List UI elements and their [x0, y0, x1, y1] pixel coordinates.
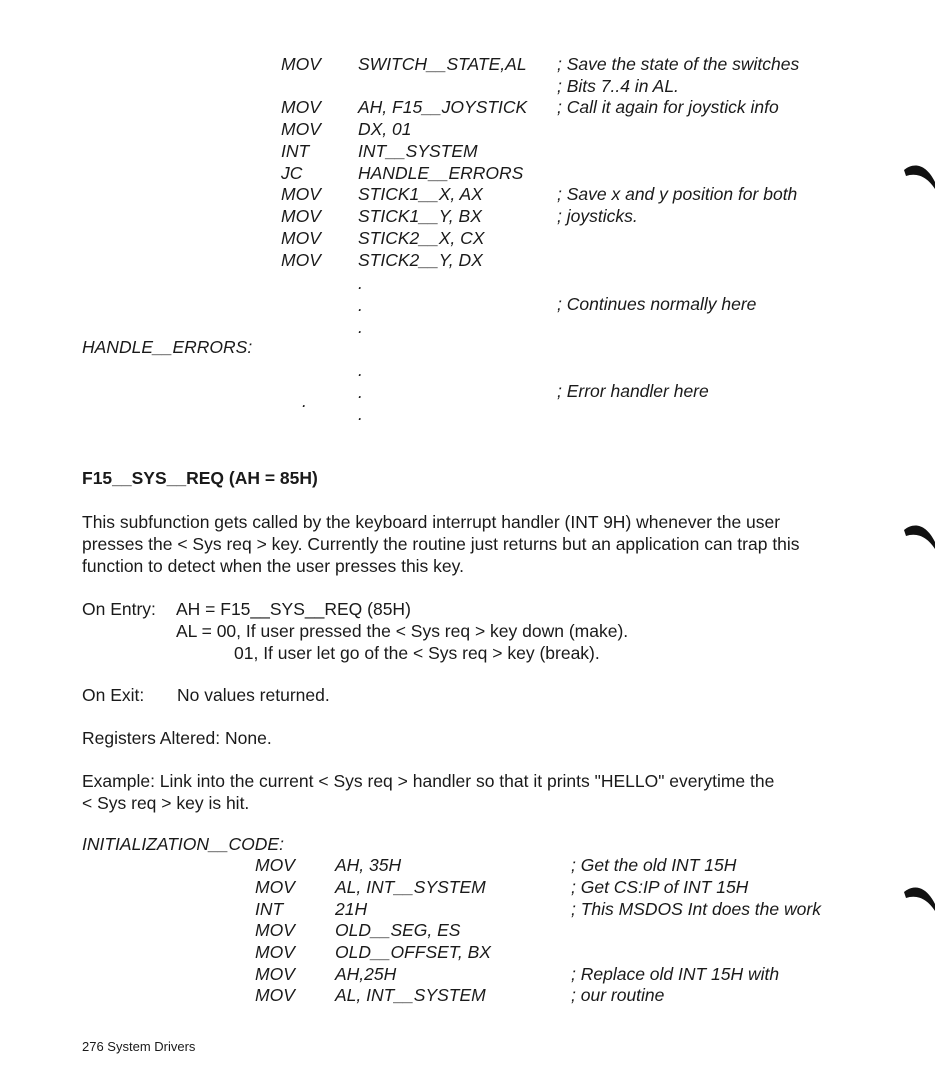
code2-arg-5: AH,25H — [335, 964, 397, 984]
ellipsis-dot: . — [358, 360, 363, 380]
on-exit-label: On Exit: — [82, 685, 145, 705]
code2-arg-0: AH, 35H — [335, 855, 402, 875]
code1-arg-3: DX, 01 — [358, 119, 412, 139]
handle-errors-label: HANDLE__ERRORS: — [82, 337, 253, 357]
code2-op-2: INT — [255, 899, 284, 919]
code2-comment-0: ; Get the old INT 15H — [571, 855, 737, 875]
code1-op-2: MOV — [281, 97, 321, 117]
code2-op-4: MOV — [255, 942, 295, 962]
code1-comment-7: ; joysticks. — [557, 206, 638, 226]
code1-comment-0: ; Save the state of the switches — [557, 54, 800, 74]
page-footer: 276 System Drivers — [82, 1039, 196, 1054]
code1-op-5: JC — [281, 163, 303, 183]
on-entry-line-3: 01, If user let go of the < Sys req > key (break). — [234, 643, 600, 663]
code1-arg-0: SWITCH__STATE,AL — [358, 54, 527, 74]
description-line-2: presses the < Sys req > key. Currently the routine just returns but an application can trap this — [82, 534, 800, 554]
code2-arg-2: 21H — [335, 899, 368, 919]
init-code-label: INITIALIZATION__CODE: — [82, 834, 284, 854]
code2-comment-1: ; Get CS:IP of INT 15H — [571, 877, 749, 897]
code2-arg-1: AL, INT__SYSTEM — [335, 877, 486, 897]
on-entry-line-2: AL = 00, If user pressed the < Sys req > key down (make). — [176, 621, 629, 641]
code1-op-7: MOV — [281, 206, 321, 226]
code2-op-6: MOV — [255, 985, 295, 1005]
code1-comment-6: ; Save x and y position for both — [557, 184, 798, 204]
code1-op-6: MOV — [281, 184, 321, 204]
on-entry-line-1: AH = F15__SYS__REQ (85H) — [176, 599, 411, 619]
error-handler-comment: ; Error handler here — [557, 381, 709, 401]
ellipsis-dot: . — [358, 273, 363, 293]
ellipsis-dot: . — [358, 317, 363, 337]
description-line-1: This subfunction gets called by the keyboard interrupt handler (INT 9H) whenever the user — [82, 512, 781, 532]
code1-arg-2: AH, F15__JOYSTICK — [358, 97, 528, 117]
code1-arg-8: STICK2__X, CX — [358, 228, 485, 248]
registers-altered: Registers Altered: None. — [82, 728, 272, 748]
code2-comment-2: ; This MSDOS Int does the work — [571, 899, 821, 919]
ellipsis-dot: . — [302, 391, 307, 411]
binder-mark-icon — [902, 520, 936, 550]
code2-arg-6: AL, INT__SYSTEM — [335, 985, 486, 1005]
code2-op-3: MOV — [255, 920, 295, 940]
code2-arg-4: OLD__OFFSET, BX — [335, 942, 491, 962]
code1-arg-7: STICK1__Y, BX — [358, 206, 482, 226]
section-heading: F15__SYS__REQ (AH = 85H) — [82, 468, 318, 488]
on-entry-label: On Entry: — [82, 599, 156, 619]
code1-op-3: MOV — [281, 119, 321, 139]
on-exit-value: No values returned. — [177, 685, 330, 705]
code2-comment-5: ; Replace old INT 15H with — [571, 964, 780, 984]
code2-comment-6: ; our routine — [571, 985, 665, 1005]
description-line-3: function to detect when the user presses this key. — [82, 556, 464, 576]
continues-comment: ; Continues normally here — [557, 294, 757, 314]
binder-mark-icon — [902, 882, 936, 912]
code1-arg-6: STICK1__X, AX — [358, 184, 483, 204]
code1-comment-2: ; Call it again for joystick info — [557, 97, 779, 117]
code1-arg-9: STICK2__Y, DX — [358, 250, 483, 270]
example-line-2: < Sys req > key is hit. — [82, 793, 250, 813]
code1-arg-5: HANDLE__ERRORS — [358, 163, 524, 183]
code2-arg-3: OLD__SEG, ES — [335, 920, 461, 940]
example-line-1: Example: Link into the current < Sys req > handler so that it prints "HELLO" everytime the — [82, 771, 775, 791]
code2-op-0: MOV — [255, 855, 295, 875]
code1-comment-1: ; Bits 7..4 in AL. — [557, 76, 679, 96]
code1-op-9: MOV — [281, 250, 321, 270]
ellipsis-dot: . — [358, 404, 363, 424]
ellipsis-dot: . — [358, 295, 363, 315]
code1-arg-4: INT__SYSTEM — [358, 141, 478, 161]
code1-op-0: MOV — [281, 54, 321, 74]
code1-op-8: MOV — [281, 228, 321, 248]
binder-mark-icon — [902, 160, 936, 190]
code1-op-4: INT — [281, 141, 310, 161]
code2-op-5: MOV — [255, 964, 295, 984]
ellipsis-dot: . — [358, 382, 363, 402]
code2-op-1: MOV — [255, 877, 295, 897]
